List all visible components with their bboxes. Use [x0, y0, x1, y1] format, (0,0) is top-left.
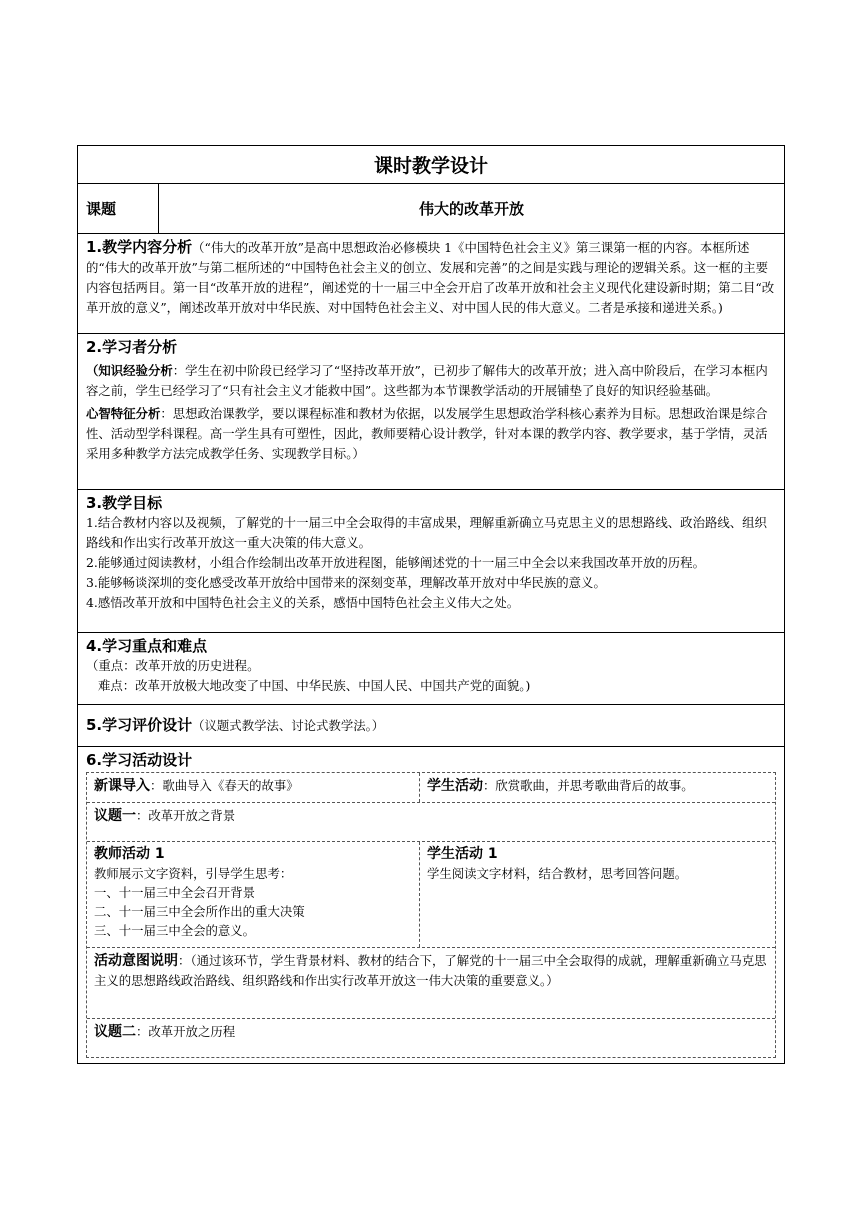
- teacher-activity-label: 教师活动 1: [94, 846, 165, 862]
- topic2-cell: [87, 1019, 775, 1057]
- objective-item: 4.感悟改革开放和中国特色社会主义的关系，感悟中国特色社会主义伟大之处。: [86, 595, 520, 610]
- key-point: （重点：改革开放的历史进程。: [86, 658, 260, 673]
- section-heading: 3.教学目标: [86, 494, 163, 512]
- topic2-text: ：改革开放之历程: [136, 1024, 236, 1039]
- teacher-activity-cell: [87, 842, 420, 947]
- topic2-row: [87, 1019, 775, 1057]
- section-heading: 2.学习者分析: [86, 338, 178, 356]
- section-learner-analysis: [78, 334, 784, 490]
- student-activity-text: 学生阅读文字材料，结合教材，思考回答问题。: [427, 866, 688, 881]
- intro-cell: [87, 773, 420, 802]
- objective-item: 3.能够畅谈深圳的变化感受改革开放给中国带来的深刻变革，理解改革开放对中华民族的意义。: [86, 575, 606, 590]
- intro-student-text: ：欣赏歌曲，并思考歌曲背后的故事。: [483, 778, 694, 793]
- topic-row: [78, 184, 784, 234]
- document-title: 课时教学设计: [78, 146, 784, 184]
- section-objectives: [78, 490, 784, 633]
- knowledge-label: （知识经验分析: [86, 363, 173, 378]
- section-heading: 6.学习活动设计: [86, 751, 193, 769]
- intent-label: 活动意图说明: [94, 953, 178, 969]
- section-text: （议题式教学法、讨论式教学法。）: [192, 717, 385, 733]
- intent-text: ：（通过该环节，学生背景材料、教材的结合下，了解党的十一届三中全会取得的成就，理解重新确立马克思主义的思想路线政治路线、组织路线和作出实行改革开放这一伟大决策的重要意义。）: [94, 953, 767, 988]
- intro-label: 新课导入: [94, 778, 150, 794]
- topic1-text: ：改革开放之背景: [136, 808, 236, 823]
- intro-student-label: 学生活动: [427, 778, 483, 794]
- teacher-activity-line: 二、十一届三中全会所作出的重大决策: [94, 904, 305, 919]
- section-evaluation: [78, 705, 784, 747]
- section-heading: 1.教学内容分析: [86, 238, 193, 256]
- section-content-analysis: [78, 234, 784, 334]
- section-text: （“伟大的改革开放”是高中思想政治必修模块 1《中国特色社会主义》第三课第一框的内容。本框所述的“伟大的改革开放”与第二框所述的“中国特色社会主义的创立、发展和完善”的之间是实践与理论的逻辑关系。这一框的主要内容包括两目。第一目“改革开放的进程”，阐述党的十一届三中全会开启了改革开放和社会主义现代化建设新时期；第二目“改革开放的意义”，阐述改革开放对中华民族、对中国特色社会主义、对中国人民的伟大意义。二者是承接和递进关系。): [86, 240, 775, 315]
- lesson-plan-table: [77, 145, 785, 1064]
- teacher-activity-line: 三、十一届三中全会的意义。: [94, 923, 256, 938]
- section-heading: 5.学习评价设计: [86, 715, 193, 734]
- activity-table: [86, 772, 776, 1058]
- section-activities: [78, 747, 784, 1063]
- section-key-points: [78, 633, 784, 705]
- intro-row: [87, 773, 775, 803]
- teacher-activity-line: 一、十一届三中全会召开背景: [94, 885, 256, 900]
- topic2-label: 议题二: [94, 1024, 136, 1040]
- intro-student-cell: [420, 773, 775, 802]
- activity1-row: [87, 842, 775, 948]
- intent-cell: [87, 948, 775, 1018]
- teacher-activity-line: 教师展示文字资料，引导学生思考：: [94, 866, 293, 881]
- topic1-label: 议题一: [94, 808, 136, 824]
- mental-label: 心智特征分析: [86, 406, 161, 421]
- knowledge-text: ：学生在初中阶段已经学习了“坚持改革开放”，已初步了解伟大的改革开放；进入高中阶段后，在学习本框内容之前，学生已经学习了“只有社会主义才能救中国”。这些都为本节课教学活动的开展铺垫了良好的知识经验基础。: [86, 363, 768, 398]
- section-heading: 4.学习重点和难点: [86, 637, 208, 655]
- topic1-row: [87, 803, 775, 842]
- topic-value: 伟大的改革开放: [418, 200, 524, 218]
- mental-text: ：思想政治课教学，要以课程标准和教材为依据，以发展学生思想政治学科核心素养为目标。思想政治课是综合性、活动型学科课程。高一学生具有可塑性，因此，教师要精心设计教学，针对本课的教学内容、教学要求，基于学情，灵活采用多种教学方法完成教学任务、实现教学目标。）: [86, 406, 768, 461]
- topic-label: 课题: [78, 184, 159, 233]
- student-activity-cell: [420, 842, 775, 947]
- intent-row: [87, 948, 775, 1019]
- difficulty-point: 难点：改革开放极大地改变了中国、中华民族、中国人民、中国共产党的面貌。): [98, 678, 531, 693]
- topic1-cell: [87, 803, 775, 841]
- objective-item: 1.结合教材内容以及视频，了解党的十一届三中全会取得的丰富成果，理解重新确立马克思主义的思想路线、政治路线、组织路线和作出实行改革开放这一重大决策的伟大意义。: [86, 515, 767, 550]
- intro-text: ：歌曲导入《春天的故事》: [150, 778, 299, 793]
- student-activity-label: 学生活动 1: [427, 846, 498, 862]
- objective-item: 2.能够通过阅读教材，小组合作绘制出改革开放进程图，能够阐述党的十一届三中全会以来我国改革开放的历程。: [86, 555, 705, 570]
